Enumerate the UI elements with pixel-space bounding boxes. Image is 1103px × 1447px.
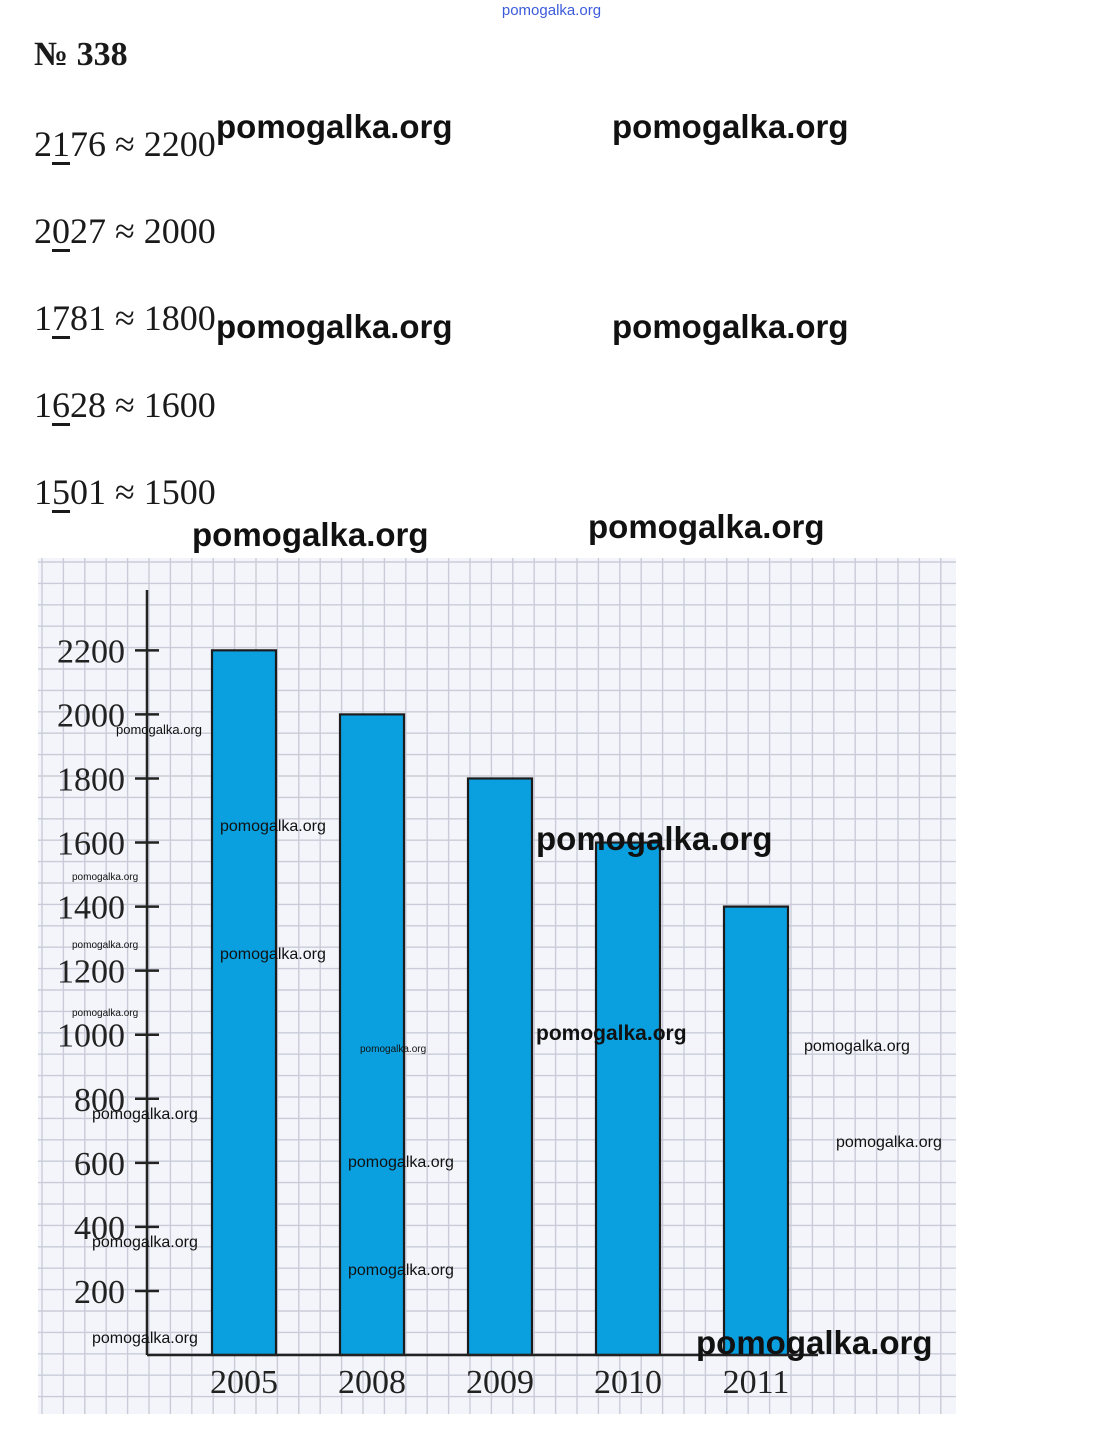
- calculation-line: 1781 ≈ 1800: [34, 298, 216, 338]
- y-tick-label: 1000: [57, 1017, 125, 1055]
- watermark: pomogalka.org: [536, 1022, 687, 1045]
- bar: [468, 778, 532, 1355]
- calculation-line: 1628 ≈ 1600: [34, 385, 216, 425]
- problem-number: № 338: [34, 36, 128, 73]
- y-tick-label: 1800: [57, 761, 125, 799]
- watermark: pomogalka.org: [360, 1044, 427, 1055]
- calculation-list: [34, 118, 216, 553]
- watermark: pomogalka.org: [220, 946, 326, 963]
- watermark: pomogalka.org: [836, 1134, 942, 1151]
- watermark: pomogalka.org: [192, 516, 429, 553]
- watermark: pomogalka.org: [588, 508, 825, 545]
- bar-chart: [38, 558, 956, 1414]
- watermark: pomogalka.org: [72, 1008, 139, 1019]
- x-tick-label: 2005: [210, 1364, 278, 1401]
- watermark: pomogalka.org: [116, 722, 202, 737]
- y-tick-label: 600: [74, 1145, 125, 1183]
- watermark: pomogalka.org: [216, 308, 453, 345]
- watermark: pomogalka.org: [92, 1330, 198, 1347]
- y-tick-label: 200: [74, 1273, 125, 1311]
- watermark: pomogalka.org: [612, 108, 849, 145]
- bar-chart-svg: [38, 558, 956, 1414]
- x-tick-label: 2009: [466, 1364, 534, 1401]
- calculation-line: 2176 ≈ 2200: [34, 124, 216, 164]
- y-tick-label: 1600: [57, 825, 125, 863]
- bar: [596, 843, 660, 1355]
- bar: [724, 907, 788, 1355]
- y-tick-label: 400: [74, 1209, 125, 1247]
- watermark: pomogalka.org: [92, 1106, 198, 1123]
- y-tick-label: 2000: [57, 697, 125, 735]
- y-tick-label: 1200: [57, 953, 125, 991]
- calculation-line: 2027 ≈ 2000: [34, 211, 216, 251]
- watermark: pomogalka.org: [92, 1234, 198, 1251]
- watermark: pomogalka.org: [72, 940, 139, 951]
- watermark: pomogalka.org: [696, 1324, 933, 1361]
- bar: [340, 714, 404, 1355]
- watermark: pomogalka.org: [348, 1262, 454, 1279]
- watermark: pomogalka.org: [348, 1154, 454, 1171]
- x-tick-label: 2008: [338, 1364, 406, 1401]
- y-tick-label: 2200: [57, 633, 125, 671]
- watermark: pomogalka.org: [216, 108, 453, 145]
- site-link[interactable]: pomogalka.org: [501, 2, 602, 19]
- x-tick-label: 2010: [594, 1364, 662, 1401]
- calculation-line: 1501 ≈ 1500: [34, 472, 216, 512]
- y-tick-label: 800: [74, 1081, 125, 1119]
- y-tick-label: 1400: [57, 889, 125, 927]
- x-tick-label: 2011: [722, 1364, 790, 1401]
- watermark: pomogalka.org: [612, 308, 849, 345]
- watermark: pomogalka.org: [804, 1038, 910, 1055]
- bar: [212, 650, 276, 1355]
- watermark: pomogalka.org: [72, 872, 139, 883]
- watermark: pomogalka.org: [220, 818, 326, 835]
- watermark: pomogalka.org: [536, 820, 773, 857]
